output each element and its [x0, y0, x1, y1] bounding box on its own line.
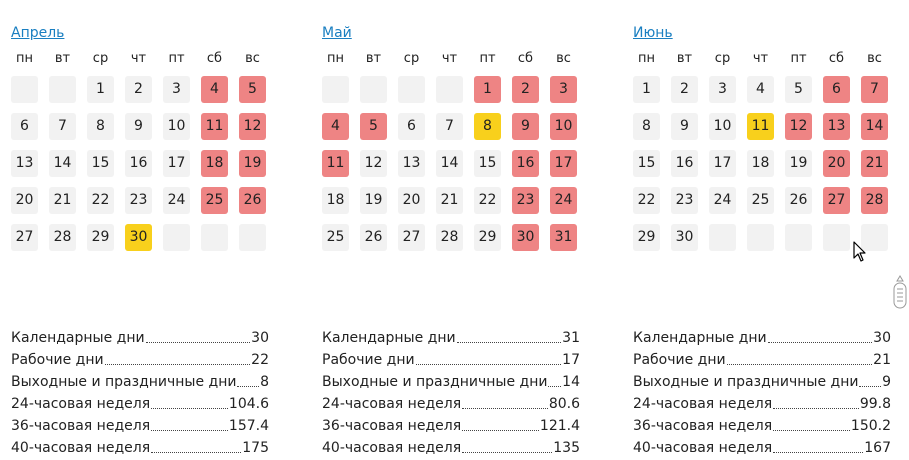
work-day-cell[interactable]: 29 [474, 224, 501, 251]
stat-value: 167 [864, 440, 891, 456]
holiday-day-cell[interactable]: 12 [785, 113, 812, 140]
weekday-label: ср [92, 51, 109, 66]
stat-label: 24-часовая неделя [633, 396, 773, 412]
week-row [322, 76, 584, 103]
stat-value: 157.4 [228, 418, 269, 434]
holiday-day-cell[interactable]: 3 [550, 76, 577, 103]
work-day-cell[interactable]: 1 [633, 76, 660, 103]
work-day-cell[interactable]: 25 [322, 224, 349, 251]
work-day-cell[interactable]: 25 [747, 187, 774, 214]
stat-row [322, 437, 580, 459]
holiday-day-cell[interactable]: 2 [512, 76, 539, 103]
holiday-day-cell[interactable]: 31 [550, 224, 577, 251]
holiday-day-cell[interactable]: 16 [512, 150, 539, 177]
work-day-cell[interactable]: 22 [633, 187, 660, 214]
stat-row [633, 349, 891, 371]
stat-label: Выходные и праздничные дни [633, 374, 859, 390]
short-day-cell[interactable]: 8 [474, 113, 501, 140]
work-day-cell[interactable]: 9 [125, 113, 152, 140]
stat-row [633, 437, 891, 459]
week-row [11, 113, 273, 140]
holiday-day-cell[interactable]: 9 [512, 113, 539, 140]
empty-day-cell [709, 224, 736, 251]
calendar-grid [322, 76, 584, 251]
stat-label: 36-часовая неделя [11, 418, 151, 434]
weekday-label: ср [714, 51, 731, 66]
weekday-label: вт [676, 51, 693, 66]
stat-row [633, 415, 891, 437]
work-day-cell[interactable]: 20 [11, 187, 38, 214]
stat-label: Рабочие дни [633, 352, 726, 368]
short-day-cell[interactable]: 30 [125, 224, 152, 251]
stat-row [11, 437, 269, 459]
dotted-leader [146, 342, 251, 343]
work-day-cell[interactable]: 15 [87, 150, 114, 177]
empty-day-cell [360, 76, 387, 103]
stat-label: 36-часовая неделя [633, 418, 773, 434]
week-row [11, 187, 273, 214]
work-day-cell[interactable]: 17 [709, 150, 736, 177]
holiday-day-cell[interactable]: 26 [239, 187, 266, 214]
work-day-cell[interactable]: 16 [125, 150, 152, 177]
stat-row [633, 327, 891, 349]
weekday-label: вс [556, 51, 571, 66]
stat-value: 30 [873, 330, 891, 346]
stat-label: Выходные и праздничные дни [322, 374, 548, 390]
stat-value: 150.2 [850, 418, 891, 434]
stat-row [11, 415, 269, 437]
holiday-day-cell[interactable]: 18 [201, 150, 228, 177]
stat-row [633, 371, 891, 393]
stat-value: 80.6 [548, 396, 580, 412]
work-day-cell[interactable]: 26 [785, 187, 812, 214]
weekday-label: чт [752, 51, 769, 66]
dotted-leader [462, 408, 548, 409]
weekday-label: вт [54, 51, 71, 66]
stat-row [322, 327, 580, 349]
weekday-label: пт [479, 51, 496, 66]
stat-row [11, 349, 269, 371]
work-day-cell[interactable]: 10 [163, 113, 190, 140]
holiday-day-cell[interactable]: 1 [474, 76, 501, 103]
work-day-cell[interactable]: 13 [11, 150, 38, 177]
dotted-leader [462, 452, 552, 453]
holiday-day-cell[interactable]: 13 [823, 113, 850, 140]
work-day-cell[interactable]: 6 [398, 113, 425, 140]
holiday-day-cell[interactable]: 30 [512, 224, 539, 251]
dotted-leader [462, 430, 539, 431]
dotted-leader [773, 430, 850, 431]
work-day-cell[interactable]: 7 [49, 113, 76, 140]
month-title-link[interactable]: Май [322, 25, 352, 41]
calendar-grid [633, 76, 895, 251]
stat-value: 17 [562, 352, 580, 368]
dotted-leader [416, 364, 562, 365]
stat-value: 21 [873, 352, 891, 368]
stat-label: Календарные дни [11, 330, 145, 346]
holiday-day-cell[interactable]: 5 [360, 113, 387, 140]
stat-value: 135 [553, 440, 580, 456]
holiday-day-cell[interactable]: 4 [322, 113, 349, 140]
work-day-cell[interactable]: 23 [671, 187, 698, 214]
week-row [633, 150, 895, 177]
work-day-cell[interactable]: 12 [360, 150, 387, 177]
weekday-header [322, 48, 584, 70]
week-row [322, 187, 584, 214]
stat-row [322, 393, 580, 415]
stat-label: Выходные и праздничные дни [11, 374, 237, 390]
work-day-cell[interactable]: 16 [671, 150, 698, 177]
weekday-label: вс [867, 51, 882, 66]
stat-value: 175 [242, 440, 269, 456]
stat-value: 121.4 [539, 418, 580, 434]
side-handle-icon[interactable] [892, 274, 908, 310]
month-may [322, 22, 584, 261]
month-april [11, 22, 273, 261]
dotted-leader [859, 386, 881, 387]
holiday-day-cell[interactable]: 25 [201, 187, 228, 214]
dotted-leader [727, 364, 873, 365]
week-row [633, 187, 895, 214]
weekday-label: чт [130, 51, 147, 66]
holiday-day-cell[interactable]: 28 [861, 187, 888, 214]
week-row [322, 113, 584, 140]
dotted-leader [548, 386, 561, 387]
holiday-day-cell[interactable]: 6 [823, 76, 850, 103]
stat-value: 9 [882, 374, 891, 390]
week-row [633, 76, 895, 103]
work-day-cell[interactable]: 19 [360, 187, 387, 214]
work-day-cell[interactable]: 30 [671, 224, 698, 251]
work-day-cell[interactable]: 8 [87, 113, 114, 140]
work-day-cell[interactable]: 9 [671, 113, 698, 140]
work-day-cell[interactable]: 27 [11, 224, 38, 251]
stat-row [11, 327, 269, 349]
holiday-day-cell[interactable]: 17 [550, 150, 577, 177]
weekday-header [11, 48, 273, 70]
stat-label: Рабочие дни [11, 352, 104, 368]
stat-value: 8 [260, 374, 269, 390]
empty-day-cell [239, 224, 266, 251]
empty-day-cell [163, 224, 190, 251]
dotted-leader [105, 364, 251, 365]
empty-day-cell [49, 76, 76, 103]
stat-value: 99.8 [859, 396, 891, 412]
stat-value: 30 [251, 330, 269, 346]
empty-day-cell [11, 76, 38, 103]
stats-june [633, 327, 891, 459]
stat-row [322, 349, 580, 371]
stat-row [633, 393, 891, 415]
calendar-grid [11, 76, 273, 251]
month-title-link[interactable]: Апрель [11, 25, 65, 41]
holiday-day-cell[interactable]: 7 [861, 76, 888, 103]
work-day-cell[interactable]: 2 [125, 76, 152, 103]
work-day-cell[interactable]: 8 [633, 113, 660, 140]
weekday-header [633, 48, 895, 70]
work-day-cell[interactable]: 29 [633, 224, 660, 251]
weekday-label: пн [327, 51, 344, 66]
work-day-cell[interactable]: 24 [163, 187, 190, 214]
weekday-label: пт [790, 51, 807, 66]
work-day-cell[interactable]: 19 [785, 150, 812, 177]
work-day-cell[interactable]: 22 [87, 187, 114, 214]
holiday-day-cell[interactable]: 19 [239, 150, 266, 177]
work-day-cell[interactable]: 10 [709, 113, 736, 140]
dotted-leader [237, 386, 259, 387]
work-day-cell[interactable]: 21 [49, 187, 76, 214]
short-day-cell[interactable]: 11 [747, 113, 774, 140]
month-june [633, 22, 895, 261]
dotted-leader [151, 408, 228, 409]
work-day-cell[interactable]: 28 [436, 224, 463, 251]
work-day-cell[interactable]: 20 [398, 187, 425, 214]
work-day-cell[interactable]: 14 [49, 150, 76, 177]
work-day-cell[interactable]: 15 [633, 150, 660, 177]
holiday-day-cell[interactable]: 14 [861, 113, 888, 140]
work-day-cell[interactable]: 14 [436, 150, 463, 177]
work-day-cell[interactable]: 22 [474, 187, 501, 214]
work-day-cell[interactable]: 26 [360, 224, 387, 251]
stat-row [11, 371, 269, 393]
week-row [322, 150, 584, 177]
stat-row [11, 393, 269, 415]
holiday-day-cell[interactable]: 12 [239, 113, 266, 140]
weekday-label: вт [365, 51, 382, 66]
dotted-leader [151, 452, 241, 453]
stat-value: 104.6 [228, 396, 269, 412]
work-day-cell[interactable]: 24 [709, 187, 736, 214]
stat-label: 40-часовая неделя [633, 440, 773, 456]
weekday-label: сб [517, 51, 534, 66]
week-row [11, 150, 273, 177]
holiday-day-cell[interactable]: 23 [512, 187, 539, 214]
weekday-label: сб [828, 51, 845, 66]
empty-day-cell [398, 76, 425, 103]
stat-row [322, 371, 580, 393]
work-day-cell[interactable]: 2 [671, 76, 698, 103]
holiday-day-cell[interactable]: 21 [861, 150, 888, 177]
weekday-label: пн [16, 51, 33, 66]
holiday-day-cell[interactable]: 24 [550, 187, 577, 214]
dotted-leader [768, 342, 873, 343]
work-day-cell[interactable]: 3 [163, 76, 190, 103]
stat-label: 40-часовая неделя [11, 440, 151, 456]
holiday-day-cell[interactable]: 20 [823, 150, 850, 177]
empty-day-cell [436, 76, 463, 103]
stat-row [322, 415, 580, 437]
work-day-cell[interactable]: 21 [436, 187, 463, 214]
work-day-cell[interactable]: 5 [785, 76, 812, 103]
work-day-cell[interactable]: 23 [125, 187, 152, 214]
mouse-pointer-icon [853, 241, 867, 263]
empty-day-cell [747, 224, 774, 251]
work-day-cell[interactable]: 3 [709, 76, 736, 103]
month-title-link[interactable]: Июнь [633, 25, 673, 41]
stat-value: 31 [562, 330, 580, 346]
empty-day-cell [785, 224, 812, 251]
empty-day-cell [823, 224, 850, 251]
work-day-cell[interactable]: 18 [747, 150, 774, 177]
weekday-label: пт [168, 51, 185, 66]
stat-label: 24-часовая неделя [11, 396, 151, 412]
stat-label: 40-часовая неделя [322, 440, 462, 456]
stat-label: 24-часовая неделя [322, 396, 462, 412]
work-day-cell[interactable]: 4 [747, 76, 774, 103]
work-day-cell[interactable]: 7 [436, 113, 463, 140]
stats-april [11, 327, 269, 459]
holiday-day-cell[interactable]: 11 [201, 113, 228, 140]
week-row [11, 76, 273, 103]
stat-value: 22 [251, 352, 269, 368]
dotted-leader [457, 342, 562, 343]
week-row [11, 224, 273, 251]
dotted-leader [773, 452, 863, 453]
holiday-day-cell[interactable]: 11 [322, 150, 349, 177]
holiday-day-cell[interactable]: 27 [823, 187, 850, 214]
weekday-label: вс [245, 51, 260, 66]
week-row [322, 224, 584, 251]
weekday-label: сб [206, 51, 223, 66]
empty-day-cell [201, 224, 228, 251]
dotted-leader [773, 408, 859, 409]
work-day-cell[interactable]: 13 [398, 150, 425, 177]
work-day-cell[interactable]: 6 [11, 113, 38, 140]
weekday-label: ср [403, 51, 420, 66]
stat-label: Календарные дни [633, 330, 767, 346]
stat-label: 36-часовая неделя [322, 418, 462, 434]
weekday-label: пн [638, 51, 655, 66]
holiday-day-cell[interactable]: 10 [550, 113, 577, 140]
work-day-cell[interactable]: 15 [474, 150, 501, 177]
work-day-cell[interactable]: 27 [398, 224, 425, 251]
work-day-cell[interactable]: 28 [49, 224, 76, 251]
holiday-day-cell[interactable]: 4 [201, 76, 228, 103]
dotted-leader [151, 430, 228, 431]
work-day-cell[interactable]: 29 [87, 224, 114, 251]
holiday-day-cell[interactable]: 5 [239, 76, 266, 103]
work-day-cell[interactable]: 17 [163, 150, 190, 177]
stat-label: Календарные дни [322, 330, 456, 346]
stat-label: Рабочие дни [322, 352, 415, 368]
work-day-cell[interactable]: 18 [322, 187, 349, 214]
weekday-label: чт [441, 51, 458, 66]
stat-value: 14 [562, 374, 580, 390]
work-day-cell[interactable]: 1 [87, 76, 114, 103]
empty-day-cell [322, 76, 349, 103]
week-row [633, 113, 895, 140]
stats-may [322, 327, 580, 459]
